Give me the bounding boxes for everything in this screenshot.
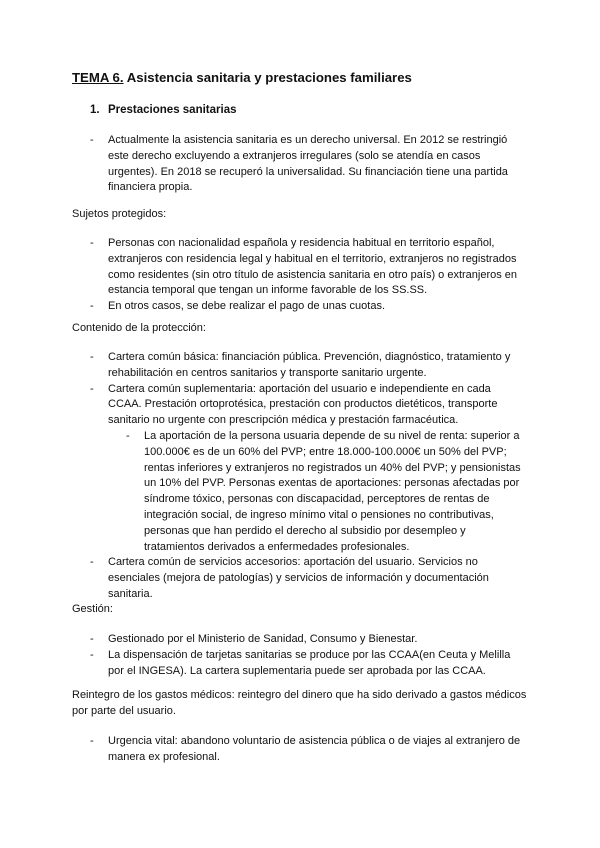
list-item (0, 133, 600, 196)
list-item-text: Actualmente la asistencia sanitaria es un derecho universal. En 2012 se restringió este derecho excluyendo a extranjeros irregulares (solo se atendía en casos urgentes). En 2018 se recuperó la universalidad. Su financiación tiene una partida financiera propia. (108, 134, 508, 194)
list-item (0, 382, 600, 429)
list-item-text: Urgencia vital: abandono voluntario de asistencia pública o de viajes al extranjero de manera ex profesional. (108, 735, 521, 763)
bullet-dash: - (90, 382, 94, 395)
bullet-dash: - (90, 300, 94, 313)
list-item (0, 555, 600, 602)
title-text: Asistencia sanitaria y prestaciones familiares (123, 70, 412, 85)
bullet-dash: - (90, 556, 94, 569)
title-label: TEMA 6. (72, 70, 124, 85)
page-title (72, 70, 532, 86)
bullet-dash: - (90, 351, 94, 363)
list-item (0, 236, 600, 299)
reintegro-list (0, 734, 600, 766)
gestion-list (0, 632, 600, 679)
list-item (0, 632, 600, 648)
bullet-dash: - (90, 237, 94, 249)
list-item (0, 734, 600, 766)
sub-list-item-text: La aportación de la persona usuaria depende de su nivel de renta: superior a 100.000€ es de un 60% del PVP; entre 18.000-100.000€ un 50% del PVP; rentas inferiores y extranjeros no registrados un 40% del PVP; y pensionistas un 10% del PVP. Personas exentas de aportaciones: personas afectadas por síndrome tóxico, personas con discapacidad, perceptores de rentas de integración social, de ingreso mínimo vital o pensiones no contributivas, personas que han perdido el derecho al subsidio por desempleo y tratamientos derivados a enfermedades profesionales. (144, 429, 521, 553)
bullet-dash: - (90, 648, 94, 661)
list-item-text: Cartera común de servicios accesorios: aportación del usuario. Servicios no esenciales (mejora de patologías) y servicios de información y documentación sanitaria. (108, 556, 489, 600)
list-item-text: La dispensación de tarjetas sanitarias se produce por las CCAA(en Ceuta y Melilla por el INGESA). La cartera suplementaria puede ser aprobada por las CCAA. (108, 648, 511, 677)
bullet-dash: - (90, 134, 94, 146)
list-item (0, 299, 600, 315)
sujetos-label: Sujetos protegidos: (72, 208, 167, 220)
list-item (0, 350, 600, 382)
list-item (0, 648, 600, 680)
contenido-list (0, 350, 600, 603)
contenido-label: Contenido de la protección: (72, 322, 206, 334)
section-heading (90, 103, 237, 118)
section-number: 1. (90, 104, 100, 116)
reintegro-text: Reintegro de los gastos médicos: reintegro del dinero que ha sido derivado a gastos médicos por parte del usuario. (72, 689, 527, 717)
bullet-dash: - (126, 429, 130, 442)
intro-list (0, 133, 600, 196)
list-item-text: En otros casos, se debe realizar el pago de unas cuotas. (108, 300, 386, 313)
list-item-text: Cartera común suplementaria: aportación del usuario e independiente en cada CCAA. Prestación ortoprotésica, prestación con productos dietéticos, transporte sanitario no urgente con prescripción médica y prestación farmacéutica. (108, 382, 498, 427)
bullet-dash: - (90, 633, 94, 645)
sub-list-item (0, 429, 600, 555)
list-item-text: Personas con nacionalidad española y residencia habitual en territorio español, extranjeros con residencia legal y habitual en el territorio, extranjeros no registrados como residentes (sin otro título de asistencia sanitaria en otro país) o extranjeros en estancia temporal que tengan un informe favorable de los SS.SS. (108, 237, 518, 297)
bullet-dash: - (90, 735, 94, 747)
section-heading-text: Prestaciones sanitarias (108, 104, 237, 116)
sujetos-list (0, 236, 600, 315)
list-item-text: Cartera común básica: financiación pública. Prevención, diagnóstico, tratamiento y rehabilitación en centros sanitarios y transporte sanitario urgente. (108, 351, 511, 379)
list-item-text: Gestionado por el Ministerio de Sanidad, Consumo y Bienestar. (108, 633, 418, 645)
gestion-label: Gestión: (72, 603, 113, 615)
